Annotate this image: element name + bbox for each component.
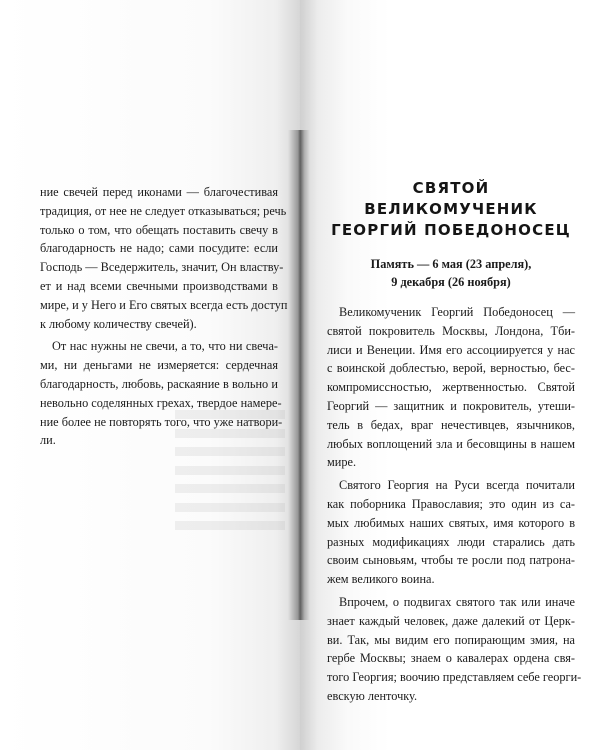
text-line: Великомученик Георгий Победоносец — <box>339 305 575 319</box>
text-line: невольно соделянных грехах, твердое намере- <box>40 395 282 410</box>
text-line: гербе Москвы; знаем о кавалерах ордена свя- <box>327 651 575 666</box>
bleed-through-line <box>175 521 285 530</box>
text-line: евскую ленточку. <box>327 688 418 703</box>
text-line: ли. <box>40 433 56 448</box>
text-line: только о том, что обещать поставить свечу в <box>40 222 278 237</box>
text-line: благодарность не надо; сами посудите: если <box>40 241 278 256</box>
book-spine-shadow <box>288 130 310 620</box>
text-line: компромиссностью, жертвенностью. Святой <box>327 380 575 395</box>
text-line: с воинской доблестью, верой, верностью, бес- <box>327 361 575 376</box>
right-paragraph-3 <box>327 593 582 706</box>
text-line: ви. Так, мы видим его попирающим змия, на <box>327 632 575 647</box>
text-line: благодарность, любовь, раскаяние в вольно и <box>40 376 278 391</box>
text-line: того Георгия; воочию представляем себе георги- <box>327 670 582 685</box>
memory-date-line: 9 декабря (26 ноября) <box>391 275 511 289</box>
text-line: ние более не повторять того, что уже натвори- <box>40 414 283 429</box>
chapter-title <box>327 178 575 241</box>
text-line: Георгий — защитник и покровитель, утеши- <box>327 398 575 413</box>
text-line: святой покровитель Москвы, Лондона, Тби- <box>327 323 575 338</box>
left-paragraph-2 <box>40 337 283 450</box>
text-line: Впрочем, о подвигах святого так или иначе <box>339 594 575 609</box>
memory-date-line: Память — 6 мая (23 апреля), <box>370 257 532 271</box>
text-line: тель в бедах, враг нечестивцев, язычников, <box>327 417 575 432</box>
memory-dates <box>327 255 575 291</box>
bleed-through-line <box>175 484 285 493</box>
chapter-title-line: ГЕОРГИЙ ПОБЕДОНОСЕЦ <box>331 221 571 239</box>
text-line: ми, ни деньгами не измеряется: сердечная <box>40 358 278 373</box>
text-line: мире, и у Него и Его святых всегда есть доступ <box>40 297 288 312</box>
text-line: ние свечей перед иконами — благочестивая <box>40 185 278 199</box>
left-paragraph-1 <box>40 183 288 333</box>
right-paragraph-1 <box>327 303 575 472</box>
text-line: жем великого воина. <box>327 572 435 587</box>
text-line: как поборника Православия; это один из са- <box>327 496 575 511</box>
text-line: лиси и Венеции. Имя его ассоциируется у нас <box>327 342 575 357</box>
text-line: Святого Георгия на Руси всегда почитали <box>339 478 575 493</box>
right-text-column <box>327 178 582 706</box>
chapter-title-line: СВЯТОЙ ВЕЛИКОМУЧЕНИК <box>364 179 538 218</box>
text-line: к любому количеству свечей). <box>40 316 197 331</box>
text-line: знает каждый человек, даже далекий от Церк- <box>327 613 575 628</box>
text-line: мире. <box>327 455 357 470</box>
text-line: своим сыновьям, чтобы те росли под патрона- <box>327 553 575 568</box>
right-paragraph-2 <box>327 476 575 589</box>
bleed-through-line <box>175 503 285 512</box>
left-text-column <box>40 183 288 450</box>
text-line: Господь — Вседержитель, значит, Он властву- <box>40 260 284 275</box>
right-page <box>300 0 600 750</box>
text-line: любых воплощений зла и бесовщины в нашем <box>327 436 575 451</box>
bleed-through-line <box>175 466 285 475</box>
text-line: мых любимых наших святых, имя которого в <box>327 515 575 530</box>
text-line: ет и над всеми свечными производствами в <box>40 278 278 293</box>
text-line: От нас нужны не свечи, а то, что ни свеча- <box>52 339 278 354</box>
text-line: разных модификациях люди старались дать <box>327 534 575 549</box>
text-line: традиция, от нее не следует отказываться; речь <box>40 203 287 218</box>
